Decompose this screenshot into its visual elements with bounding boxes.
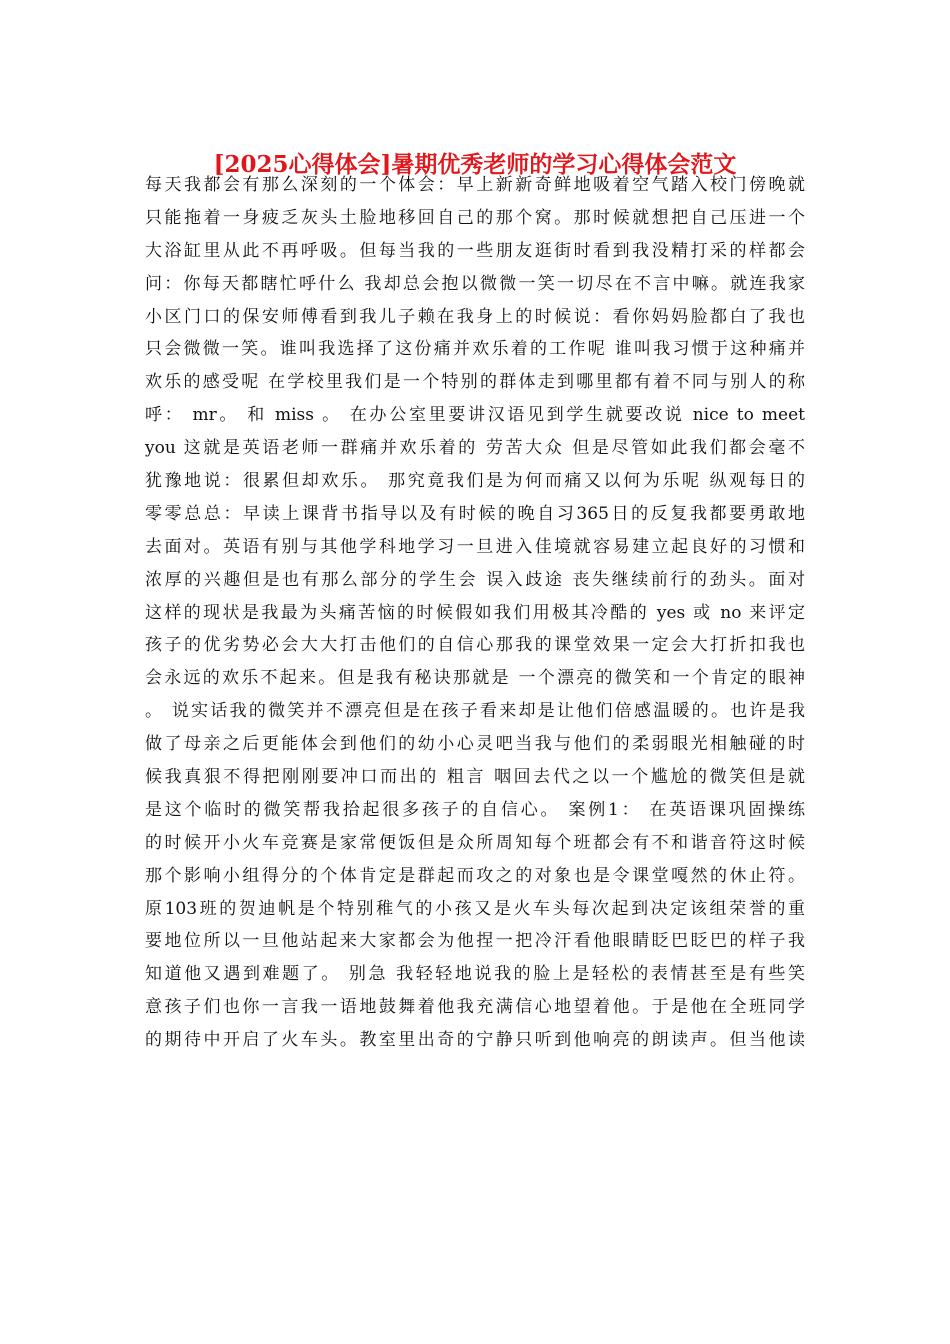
body-line: 浓厚的兴趣但是也有那么部分的学生会 误入歧途 丧失继续前行的劲头。面对 — [145, 569, 805, 590]
body-line: 做了母亲之后更能体会到他们的幼小心灵吧当我与他们的柔弱眼光相触碰的时 — [145, 734, 805, 755]
body-line: 零零总总：早读上课背书指导以及有时候的晚自习365日的反复我都要勇敢地 — [145, 503, 805, 524]
body-line: 的期待中开启了火车头。教室里出奇的宁静只听到他响亮的朗读声。但当他读 — [145, 1030, 805, 1051]
body-line: 问：你每天都瞎忙呼什么 我却总会抱以微微一笑一切尽在不言中嘛。就连我家 — [145, 273, 805, 294]
body-line: 去面对。英语有别与其他学科地学习一旦进入佳境就容易建立起良好的习惯和 — [145, 536, 805, 557]
body-line: 欢乐的感受呢 在学校里我们是一个特别的群体走到哪里都有着不同与别人的称 — [145, 372, 805, 393]
body-line: 孩子的优劣势必会大大打击他们的自信心那我的课堂效果一定会大打折扣我也 — [145, 635, 805, 656]
body-line: you 这就是英语老师一群痛并欢乐着的 劳苦大众 但是尽管如此我们都会毫不 — [145, 438, 805, 459]
body-line: 呼： mr。 和 miss 。 在办公室里要讲汉语见到学生就要改说 nice to meet — [145, 405, 805, 426]
body-line: 的时候开小火车竞赛是家常便饭但是众所周知每个班都会有不和谐音符这时候 — [145, 832, 805, 853]
body-line: 知道他又遇到难题了。 别急 我轻轻地说我的脸上是轻松的表情甚至是有些笑 — [145, 964, 805, 985]
document-title: [2025心得体会]暑期优秀老师的学习心得体会范文 — [213, 151, 737, 178]
body-line: 。 说实话我的微笑并不漂亮但是在孩子看来却是让他们倍感温暖的。也许是我 — [145, 701, 805, 722]
body-line: 这样的现状是我最为头痛苦恼的时候假如我们用极其冷酷的 yes 或 no 来评定 — [145, 602, 805, 623]
body-line: 只能拖着一身疲乏灰头土脸地移回自己的那个窝。那时候就想把自己压进一个 — [145, 207, 805, 228]
body-line: 大浴缸里从此不再呼吸。但每当我的一些朋友逛街时看到我没精打采的样都会 — [145, 240, 805, 261]
body-line: 小区门口的保安师傅看到我儿子赖在我身上的时候说：看你妈妈脸都白了我也 — [145, 306, 805, 327]
body-line: 候我真狠不得把刚刚要冲口而出的 粗言 咽回去代之以一个尴尬的微笑但是就 — [145, 767, 805, 788]
body-line: 只会微微一笑。谁叫我选择了这份痛并欢乐着的工作呢 谁叫我习惯于这种痛并 — [145, 339, 805, 360]
body-line: 要地位所以一旦他站起来大家都会为他捏一把冷汗看他眼睛眨巴眨巴的样子我 — [145, 931, 805, 952]
body-line: 原103班的贺迪帆是个特别稚气的小孩又是火车头每次起到决定该组荣誉的重 — [145, 898, 805, 919]
body-line: 每天我都会有那么深刻的一个体会：早上新新奇鲜地吸着空气踏入校门傍晚就 — [145, 175, 805, 195]
body-line: 犹豫地说：很累但却欢乐。 那究竟我们是为何而痛又以何为乐呢 纵观每日的 — [145, 471, 805, 492]
document-body — [145, 169, 805, 1057]
body-line: 意孩子们也你一言我一语地鼓舞着他我充满信心地望着他。于是他在全班同学 — [145, 997, 805, 1018]
body-line: 会永远的欢乐不起来。但是我有秘诀那就是 一个漂亮的微笑和一个肯定的眼神 — [145, 668, 805, 689]
body-line: 是这个临时的微笑帮我拾起很多孩子的自信心。 案例1： 在英语课巩固操练 — [145, 799, 805, 820]
body-line: 那个影响小组得分的个体肯定是群起而攻之的对象也是令课堂嘎然的休止符。 — [145, 865, 805, 886]
